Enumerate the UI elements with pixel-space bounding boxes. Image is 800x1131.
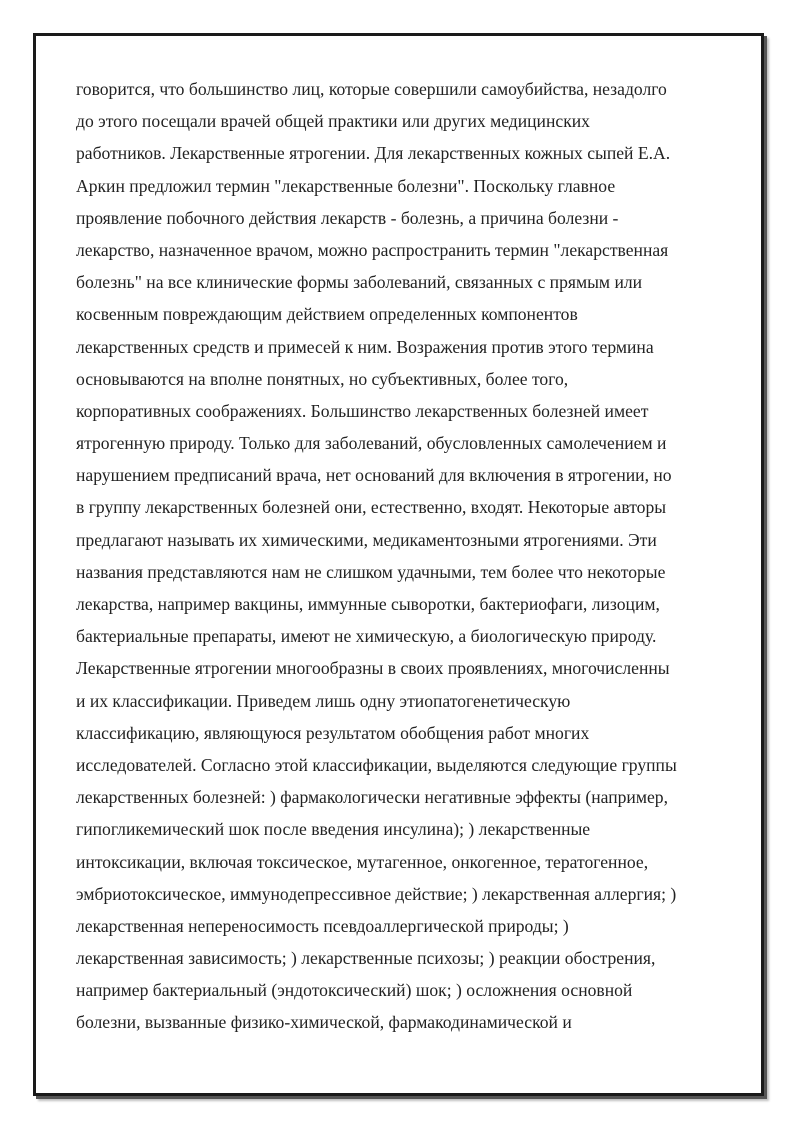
text-line: и их классификации. Приведем лишь одну этиопатогенетическую: [76, 690, 571, 711]
text-line: нарушением предписаний врача, нет оснований для включения в ятрогении, но: [76, 465, 672, 486]
text-line: говорится, что большинство лиц, которые совершили самоубийства, незадолго: [76, 79, 667, 99]
text-line: например бактериальный (эндотоксический) шок; ) осложнения основной: [76, 980, 633, 1001]
text-line: гипогликемический шок после введения инсулина); ) лекарственные: [76, 819, 591, 840]
text-line: корпоративных соображениях. Большинство лекарственных болезней имеет: [76, 400, 649, 421]
text-line: основываются на вполне понятных, но субъективных, более того,: [76, 368, 569, 389]
text-line: Аркин предложил термин "лекарственные болезни". Поскольку главное: [76, 175, 616, 196]
text-line: лекарственная зависимость; ) лекарственные психозы; ) реакции обострения,: [76, 948, 656, 969]
text-line: бактериальные препараты, имеют не химическую, а биологическую природу.: [76, 626, 657, 647]
text-line: болезнь" на все клинические формы заболеваний, связанных с прямым или: [76, 272, 643, 293]
text-line: названия представляются нам не слишком удачными, тем более что некоторые: [76, 561, 666, 582]
text-line: предлагают называть их химическими, медикаментозными ятрогениями. Эти: [76, 529, 657, 550]
text-line: работников. Лекарственные ятрогении. Для лекарственных кожных сыпей Е.А.: [76, 143, 671, 164]
text-line: косвенным повреждающим действием определенных компонентов: [76, 304, 578, 325]
text-line: эмбриотоксическое, иммунодепрессивное действие; ) лекарственная аллергия; ): [76, 883, 677, 904]
text-line: интоксикации, включая токсическое, мутагенное, онкогенное, тератогенное,: [76, 851, 649, 872]
text-line: классификацию, являющуюся результатом обобщения работ многих: [76, 722, 590, 743]
text-line: исследователей. Согласно этой классификации, выделяются следующие группы: [76, 754, 677, 775]
text-line: ятрогенную природу. Только для заболеваний, обусловленных самолечением и: [76, 433, 667, 454]
text-line: лекарственных средств и примесей к ним. Возражения против этого термина: [76, 336, 654, 357]
document-text: [76, 73, 736, 1039]
text-line: в группу лекарственных болезней они, естественно, входят. Некоторые авторы: [76, 497, 667, 518]
text-line: Лекарственные ятрогении многообразны в своих проявлениях, многочисленны: [76, 658, 670, 679]
text-line: лекарства, например вакцины, иммунные сыворотки, бактериофаги, лизоцим,: [76, 594, 660, 614]
text-line: болезни, вызванные физико-химической, фармакодинамической и: [76, 1012, 572, 1033]
text-line: до этого посещали врачей общей практики или других медицинских: [76, 111, 590, 132]
text-line: проявление побочного действия лекарств - болезнь, а причина болезни -: [76, 207, 619, 228]
text-line: лекарство, назначенное врачом, можно распространить термин "лекарственная: [76, 239, 669, 260]
text-line: лекарственных болезней: ) фармакологически негативные эффекты (например,: [76, 787, 668, 808]
text-line: лекарственная непереносимость псевдоаллергической природы; ): [76, 915, 569, 936]
